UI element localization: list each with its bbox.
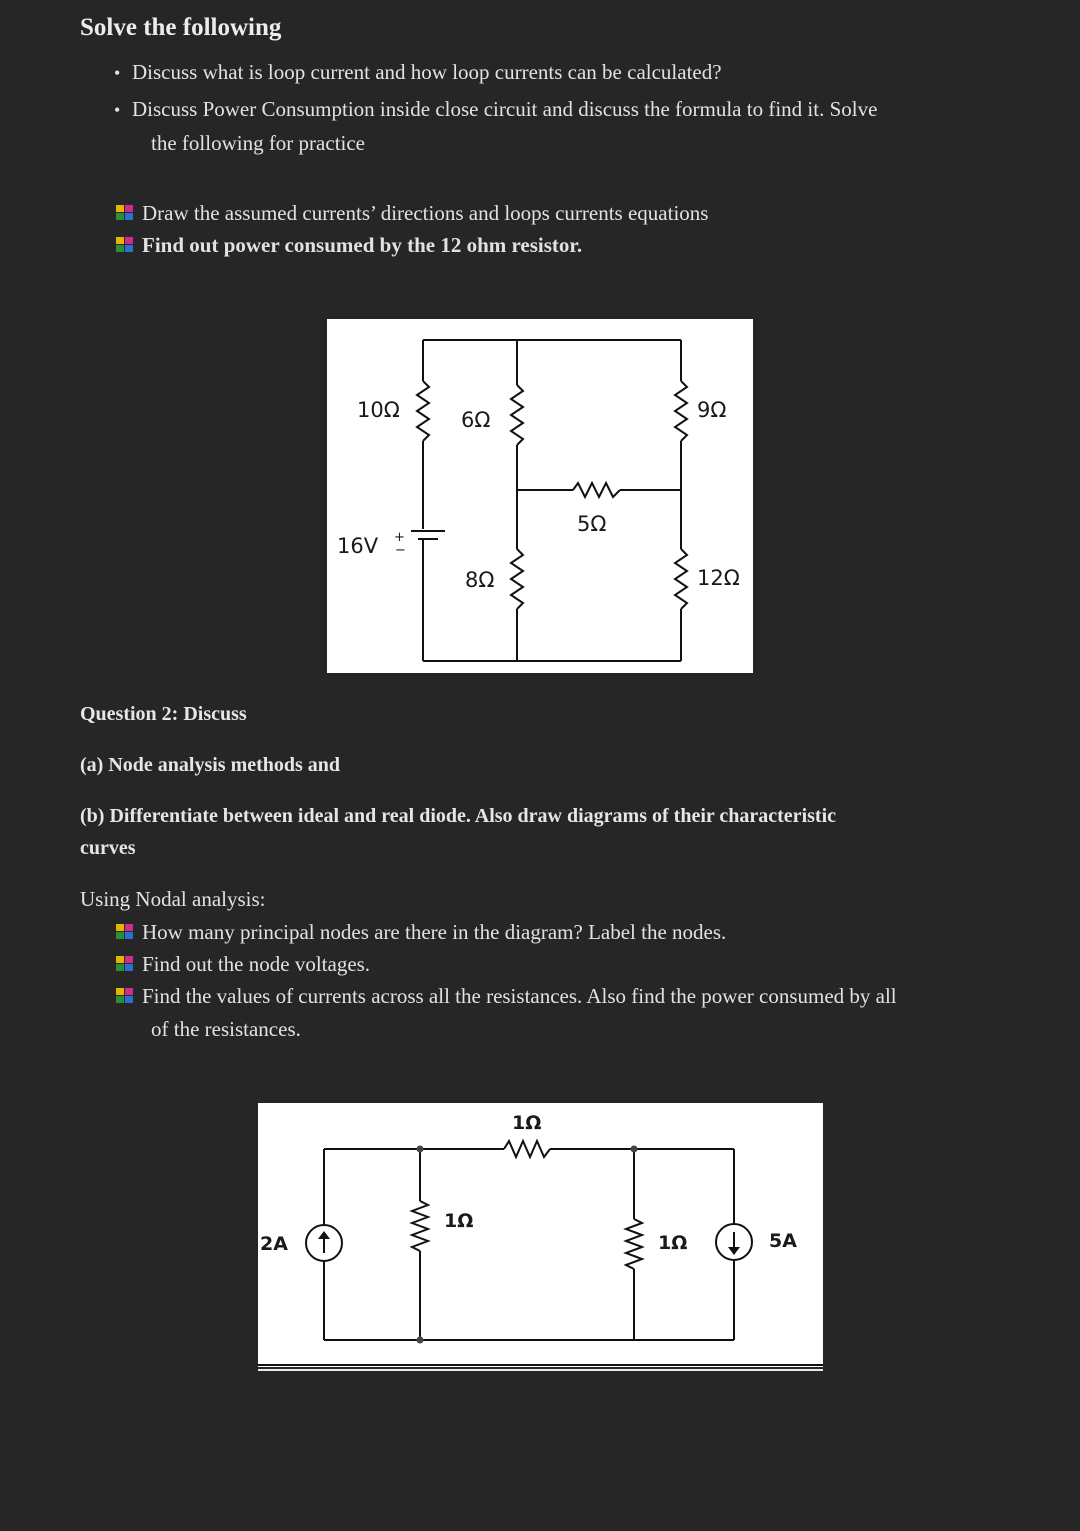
bullet-text: Discuss what is loop current and how loop currents can be calculated? [132,60,722,84]
current-source-right-label: 5A [769,1230,797,1252]
voltage-source-label: 16V [337,534,379,558]
task-text: Draw the assumed currents’ directions and loops currents equations [142,201,709,225]
task-continuation: of the resistances. [151,1017,301,1041]
task-text: Find out power consumed by the 12 ohm resistor. [142,233,583,257]
bullet-dot-icon: • [114,63,121,83]
resistor-9-label: 9Ω [697,398,727,422]
resistor-left-label: 1Ω [444,1210,474,1232]
resistor-right-label: 1Ω [658,1232,688,1254]
task-item [114,984,897,1009]
bullet-item [114,97,877,122]
resistor-10-label: 10Ω [357,398,400,422]
resistor-5-label: 5Ω [577,512,607,536]
question-2-part-b-continued: curves [80,837,136,859]
divider [258,1369,823,1371]
task-text: Find out the node voltages. [142,952,371,976]
bullet-item [114,60,722,85]
question-2-heading: Question 2: Discuss [80,703,247,725]
four-way-arrow-icon [114,955,136,973]
nodal-intro: Using Nodal analysis: [80,887,266,911]
task-item [114,201,708,226]
task-item [114,233,582,258]
four-way-arrow-icon [114,236,136,254]
bullet-text: Discuss Power Consumption inside close circuit and discuss the formula to find it. Solve [132,97,878,121]
four-way-arrow-icon [114,987,136,1005]
resistor-6-label: 6Ω [461,408,491,432]
task-item [114,920,726,945]
nodal-circuit-diagram [258,1103,823,1367]
resistor-top-label: 1Ω [512,1112,542,1134]
four-way-arrow-icon [114,204,136,222]
question-2-part-b: (b) Differentiate between ideal and real diode. Also draw diagrams of their characteristic [80,805,836,827]
task-text: How many principal nodes are there in the diagram? Label the nodes. [142,920,727,944]
resistor-8-label: 8Ω [465,568,495,592]
page-title: Solve the following [80,14,282,41]
plus-sign: + [394,530,405,545]
loop-circuit-diagram [327,319,753,673]
bullet-continuation: the following for practice [151,131,365,155]
task-text: Find the values of currents across all the resistances. Also find the power consumed by all [142,984,897,1008]
bullet-dot-icon: • [114,100,121,120]
task-item [114,952,370,977]
minus-sign: − [395,543,406,558]
resistor-12-label: 12Ω [697,566,740,590]
question-2-part-a: (a) Node analysis methods and [80,754,341,776]
current-source-left-label: 2A [260,1233,288,1255]
four-way-arrow-icon [114,923,136,941]
